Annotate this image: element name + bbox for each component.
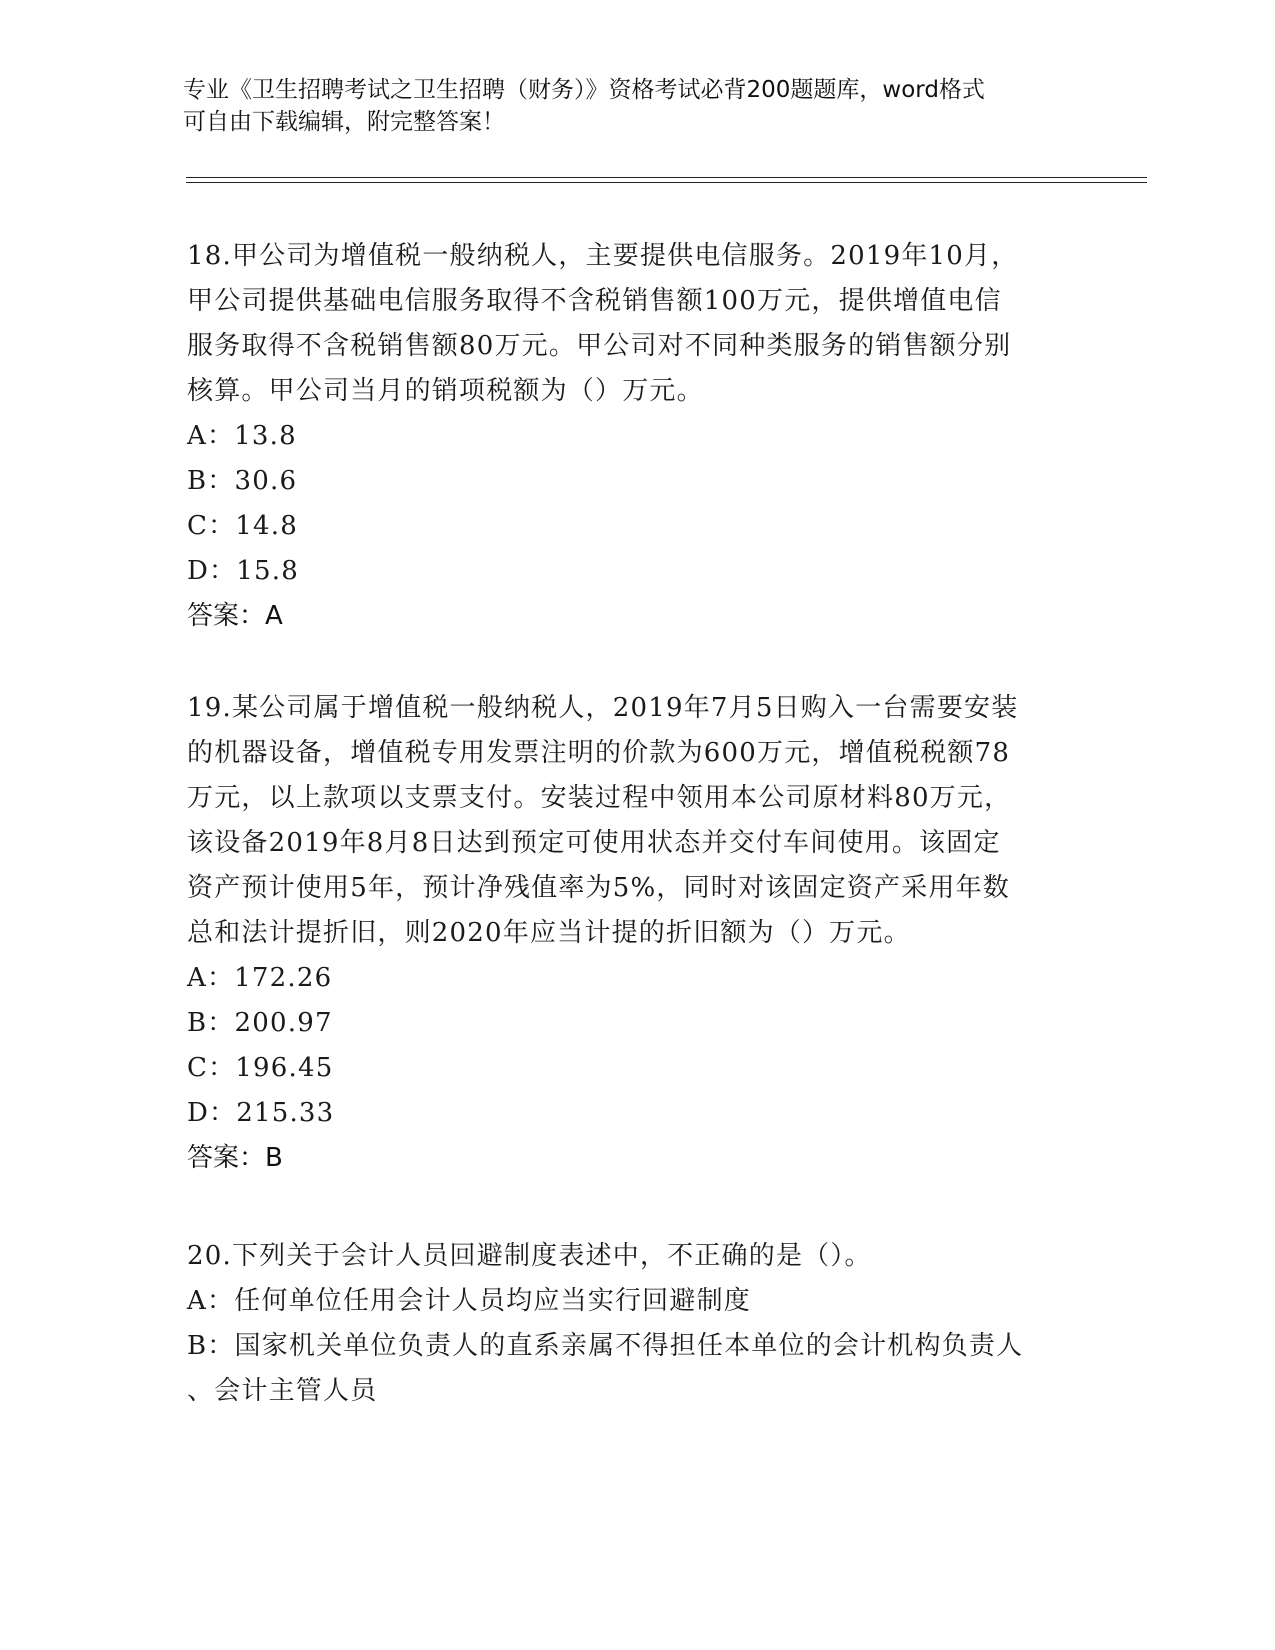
stem-line: 该设备2019年8月8日达到预定可使用状态并交付车间使用。该固定 — [187, 828, 1001, 858]
option-b-continuation: 、会计主管人员 — [187, 1376, 378, 1406]
option-b: B：30.6 — [187, 466, 298, 496]
option-d: D：15.8 — [187, 556, 299, 586]
question-stem — [187, 1234, 1087, 1279]
option-a: A：13.8 — [187, 421, 297, 451]
document-header — [183, 74, 1083, 138]
stem-line: 万元，以上款项以支票支付。安装过程中领用本公司原材料80万元， — [187, 783, 1012, 813]
stem-line: 18.甲公司为增值税一般纳税人，主要提供电信服务。2019年10月， — [187, 241, 1019, 271]
answer-line: 答案：B — [187, 1143, 283, 1173]
question-20 — [187, 1234, 1087, 1414]
option-d: D：215.33 — [187, 1098, 335, 1128]
option-a: A：172.26 — [187, 963, 333, 993]
option-b: B：国家机关单位负责人的直系亲属不得担任本单位的会计机构负责人 — [187, 1331, 1024, 1361]
answer-line: 答案：A — [187, 601, 283, 631]
question-18 — [187, 234, 1087, 639]
header-divider-top — [186, 177, 1147, 178]
option-c: C：14.8 — [187, 511, 298, 541]
stem-line: 总和法计提折旧，则2020年应当计提的折旧额为（）万元。 — [187, 918, 911, 948]
header-line-1: 专业《卫生招聘考试之卫生招聘（财务）》资格考试必背200题题库，word格式 — [183, 77, 985, 103]
stem-line: 的机器设备，增值税专用发票注明的价款为600万元，增值税税额78 — [187, 738, 1011, 768]
header-line-2: 可自由下载编辑，附完整答案！ — [183, 109, 505, 135]
option-b: B：200.97 — [187, 1008, 333, 1038]
stem-line: 资产预计使用5年，预计净残值率为5%，同时对该固定资产采用年数 — [187, 873, 1010, 903]
stem-line: 服务取得不含税销售额80万元。甲公司对不同种类服务的销售额分别 — [187, 331, 1012, 361]
stem-line: 核算。甲公司当月的销项税额为（）万元。 — [187, 376, 704, 406]
question-19 — [187, 686, 1087, 1181]
question-stem — [187, 234, 1087, 414]
stem-line: 19.某公司属于增值税一般纳税人，2019年7月5日购入一台需要安装 — [187, 693, 1019, 723]
question-stem — [187, 686, 1087, 956]
stem-line: 20.下列关于会计人员回避制度表述中，不正确的是（）。 — [187, 1241, 872, 1271]
header-divider-bottom — [186, 182, 1147, 183]
stem-line: 甲公司提供基础电信服务取得不含税销售额100万元，提供增值电信 — [187, 286, 1002, 316]
option-c: C：196.45 — [187, 1053, 334, 1083]
option-a: A：任何单位任用会计人员均应当实行回避制度 — [187, 1286, 751, 1316]
